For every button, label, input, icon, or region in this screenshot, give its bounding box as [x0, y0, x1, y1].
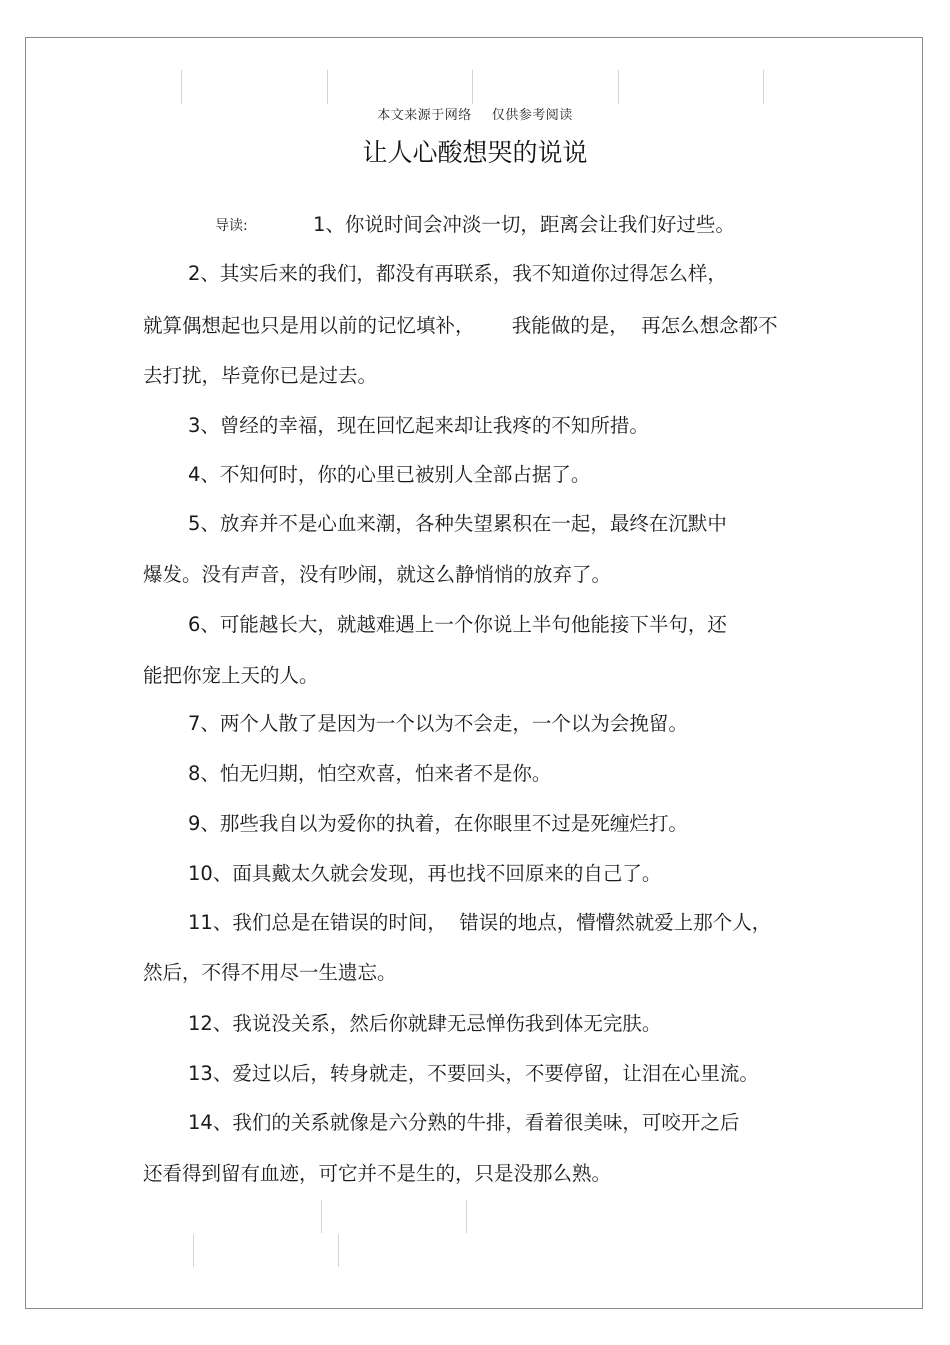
- text-line: 7、两个人散了是因为一个以为不会走，一个以为会挽留。: [188, 712, 688, 735]
- bottom-tick-mark: [466, 1200, 467, 1233]
- text-line: 去打扰，毕竟你已是过去。: [143, 364, 378, 387]
- text-line: 11、我们总是在错误的时间， 错误的地点，懵懵然就爱上那个人，: [188, 911, 772, 934]
- document-title: 让人心酸想哭的说说: [362, 138, 588, 167]
- text-line: 爆发。没有声音，没有吵闹，就这么静悄悄的放弃了。: [143, 563, 612, 586]
- text-line: 5、放弃并不是心血来潮，各种失望累积在一起，最终在沉默中: [188, 512, 727, 535]
- text-line: 2、其实后来的我们，都没有再联系，我不知道你过得怎么样，: [188, 262, 727, 285]
- top-tick-mark: [181, 70, 182, 104]
- text-line: 就算偶想起也只是用以前的记忆填补， 我能做的是， 再怎么想念都不: [143, 314, 778, 337]
- top-tick-mark: [618, 70, 619, 104]
- text-line: 8、怕无归期，怕空欢喜，怕来者不是你。: [188, 762, 552, 785]
- source-note: 本文来源于网络: [377, 108, 472, 123]
- bottom-tick-mark: [321, 1200, 322, 1233]
- text-line: 3、曾经的幸福，现在回忆起来却让我疼的不知所措。: [188, 414, 649, 437]
- source-header: [0, 104, 950, 123]
- text-line: 4、不知何时，你的心里已被别人全部占据了。: [188, 463, 591, 486]
- text-line: 12、我说没关系，然后你就肆无忌惮伤我到体无完肤。: [188, 1012, 662, 1035]
- text-line: 还看得到留有血迹，可它并不是生的，只是没那么熟。: [143, 1162, 612, 1185]
- text-line: 1、你说时间会冲淡一切，距离会让我们好过些。: [313, 213, 735, 236]
- bottom-tick-mark: [193, 1234, 194, 1267]
- bottom-tick-mark: [338, 1234, 339, 1267]
- reference-note: 仅供参考阅读: [491, 108, 573, 123]
- top-tick-mark: [763, 70, 764, 104]
- top-tick-mark: [472, 70, 473, 104]
- text-line: 6、可能越长大，就越难遇上一个你说上半句他能接下半句，还: [188, 613, 727, 636]
- lead-label: 导读:: [215, 218, 248, 234]
- text-line: 14、我们的关系就像是六分熟的牛排，看着很美味，可咬开之后: [188, 1111, 740, 1134]
- text-line: 然后，不得不用尽一生遗忘。: [143, 961, 397, 984]
- text-line: 10、面具戴太久就会发现，再也找不回原来的自己了。: [188, 862, 662, 885]
- top-tick-mark: [327, 70, 328, 104]
- text-line: 9、那些我自以为爱你的执着，在你眼里不过是死缠烂打。: [188, 812, 688, 835]
- text-line: 能把你宠上天的人。: [143, 664, 319, 687]
- text-line: 13、爱过以后，转身就走，不要回头，不要停留，让泪在心里流。: [188, 1062, 759, 1085]
